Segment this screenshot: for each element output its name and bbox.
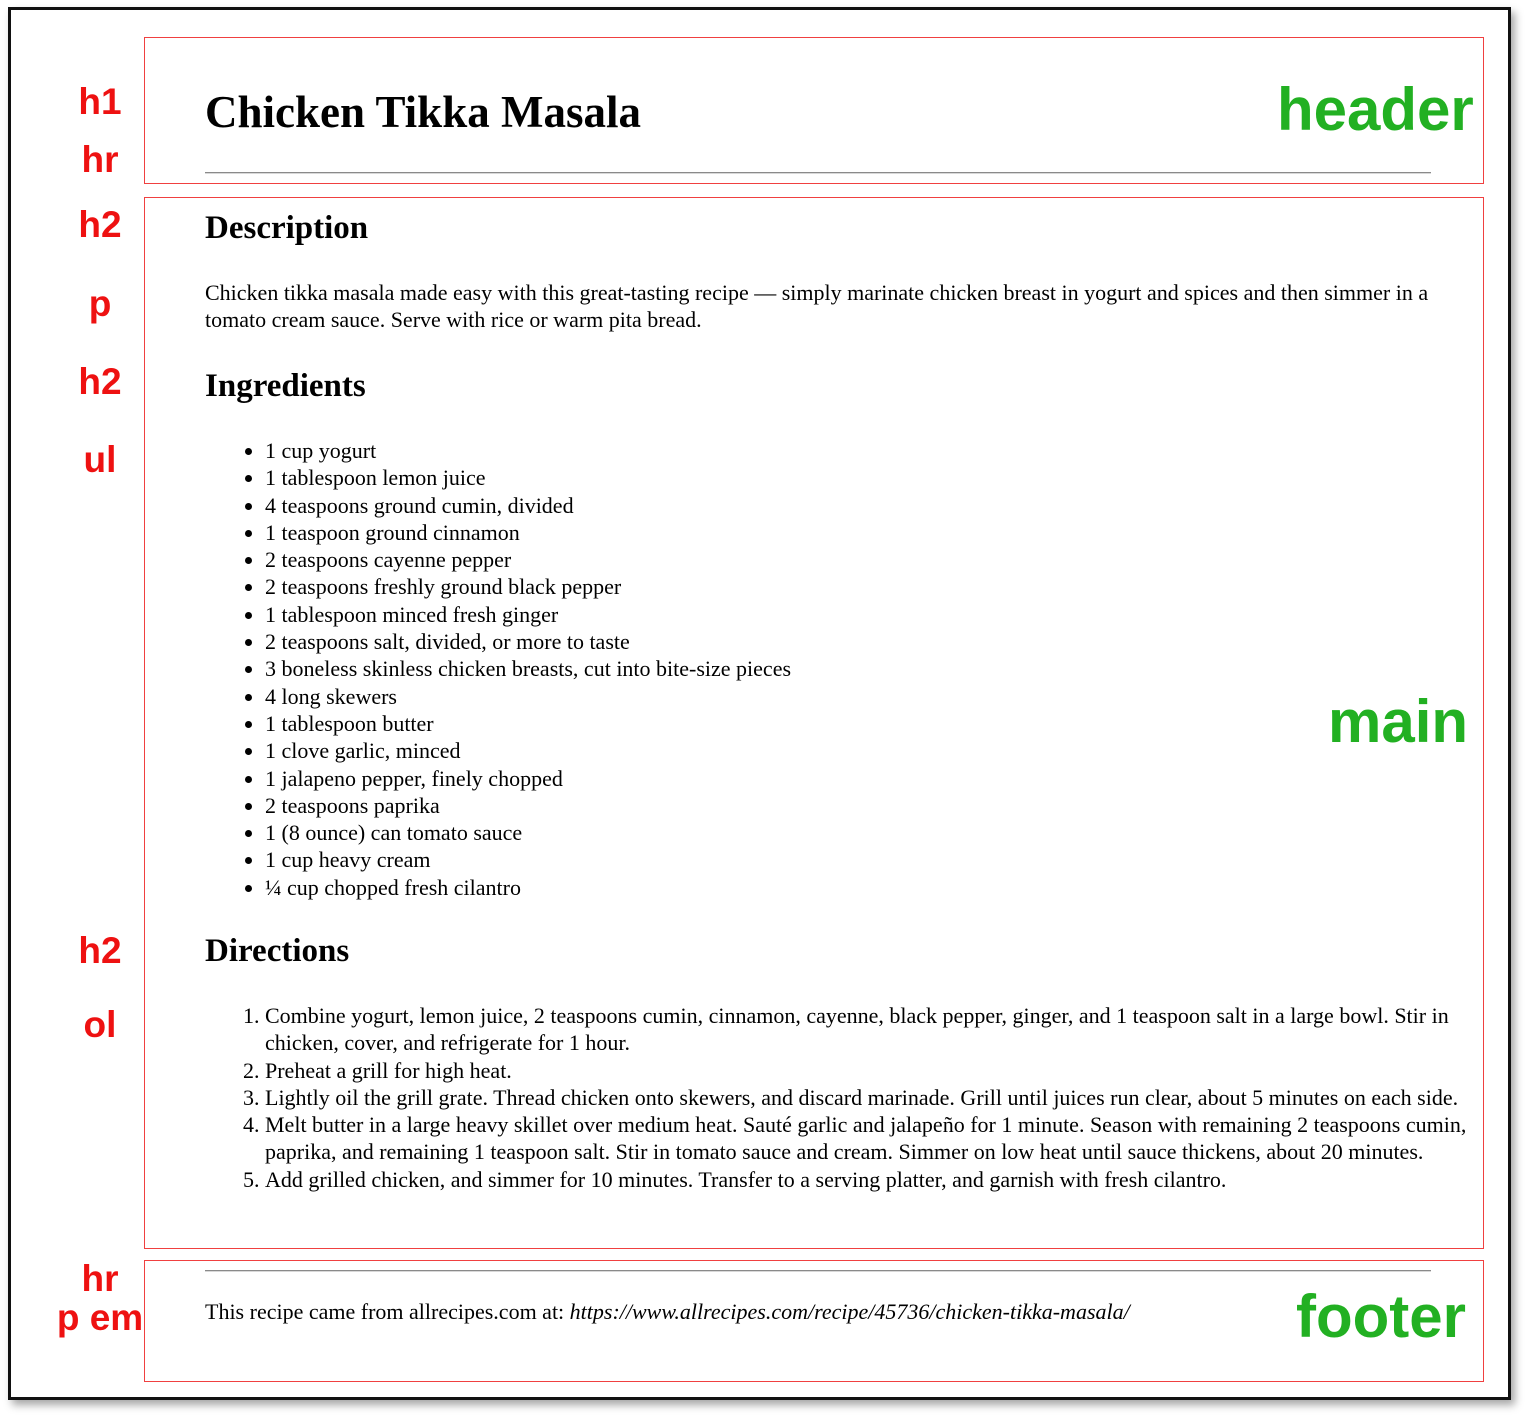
list-item: • 1 tablespoon lemon juice [265, 464, 791, 491]
list-item: • 4 long skewers [265, 683, 791, 710]
description-paragraph: Chicken tikka masala made easy with this great-tasting recipe — simply marinate chicken breast in yogurt and spices and then simmer in a tomato cream sauce. Serve with rice or warm pita bread. [205, 280, 1429, 332]
list-item: 5. Add grilled chicken, and simmer for 10 minutes. Transfer to a serving platter, and garnish with fresh cilantro. [265, 1166, 1480, 1193]
recipe-title: Chicken Tikka Masala [205, 87, 641, 137]
list-item: • 3 boneless skinless chicken breasts, cut into bite-size pieces [265, 655, 791, 682]
directions-list [205, 1002, 1480, 1193]
header-region-label: header [1277, 76, 1474, 143]
tag-h2-directions: h2 [78, 930, 122, 971]
list-item: • 1 tablespoon butter [265, 710, 791, 737]
list-item: • 2 teaspoons freshly ground black pepper [265, 573, 791, 600]
tag-hr-top: hr [81, 139, 119, 180]
list-item: 1. Combine yogurt, lemon juice, 2 teaspoons cumin, cinnamon, cayenne, black pepper, ginger, and 1 teaspoon salt in a large bowl. Stir in chicken, cover, and refrigerate for 1 hour. [265, 1002, 1480, 1057]
tag-p-em: p em [56, 1297, 144, 1338]
source-attribution [205, 1298, 1130, 1325]
header-rule [205, 172, 1431, 174]
tag-hr-bottom: hr [81, 1258, 119, 1299]
list-item: 2. Preheat a grill for high heat. [265, 1057, 1480, 1084]
description-heading: Description [205, 210, 369, 246]
tag-p: p [88, 283, 112, 324]
list-item: • 2 teaspoons cayenne pepper [265, 546, 791, 573]
tag-h2-description: h2 [78, 204, 122, 245]
ingredients-heading: Ingredients [205, 368, 366, 404]
main-region-label: main [1328, 688, 1469, 755]
list-item: 3. Lightly oil the grill grate. Thread chicken onto skewers, and discard marinade. Grill until juices run clear, about 5 minutes on each side. [265, 1084, 1480, 1111]
list-item: • 1 cup yogurt [265, 437, 791, 464]
source-prefix: This recipe came from allrecipes.com at: [205, 1299, 570, 1324]
list-item: • 1 cup heavy cream [265, 846, 791, 873]
tag-ol: ol [83, 1004, 117, 1045]
tag-ul: ul [83, 439, 117, 480]
list-item: 4. Melt butter in a large heavy skillet over medium heat. Sauté garlic and jalapeño for 1 minute. Season with remaining 2 teaspoons cumin, paprika, and remaining 1 teaspoon salt. Stir in tomato sauce and cream. Simmer on low heat until sauce thickens, about 20 minutes. [265, 1111, 1480, 1166]
tag-h1: h1 [78, 81, 122, 122]
list-item: • 1 teaspoon ground cinnamon [265, 519, 791, 546]
list-item: • 1 (8 ounce) can tomato sauce [265, 819, 791, 846]
list-item: • 1 jalapeno pepper, finely chopped [265, 765, 791, 792]
list-item: • 4 teaspoons ground cumin, divided [265, 492, 791, 519]
source-url: https://www.allrecipes.com/recipe/45736/chicken-tikka-masala/ [569, 1299, 1130, 1324]
list-item: • 2 teaspoons paprika [265, 792, 791, 819]
list-item: • 1 clove garlic, minced [265, 737, 791, 764]
list-item: • 2 teaspoons salt, divided, or more to taste [265, 628, 791, 655]
footer-region-label: footer [1296, 1283, 1466, 1350]
list-item: • ¼ cup chopped fresh cilantro [265, 874, 791, 901]
directions-heading: Directions [205, 933, 350, 969]
list-item: • 1 tablespoon minced fresh ginger [265, 601, 791, 628]
tag-h2-ingredients: h2 [78, 361, 122, 402]
footer-rule [205, 1270, 1431, 1272]
ingredients-list [205, 437, 791, 901]
